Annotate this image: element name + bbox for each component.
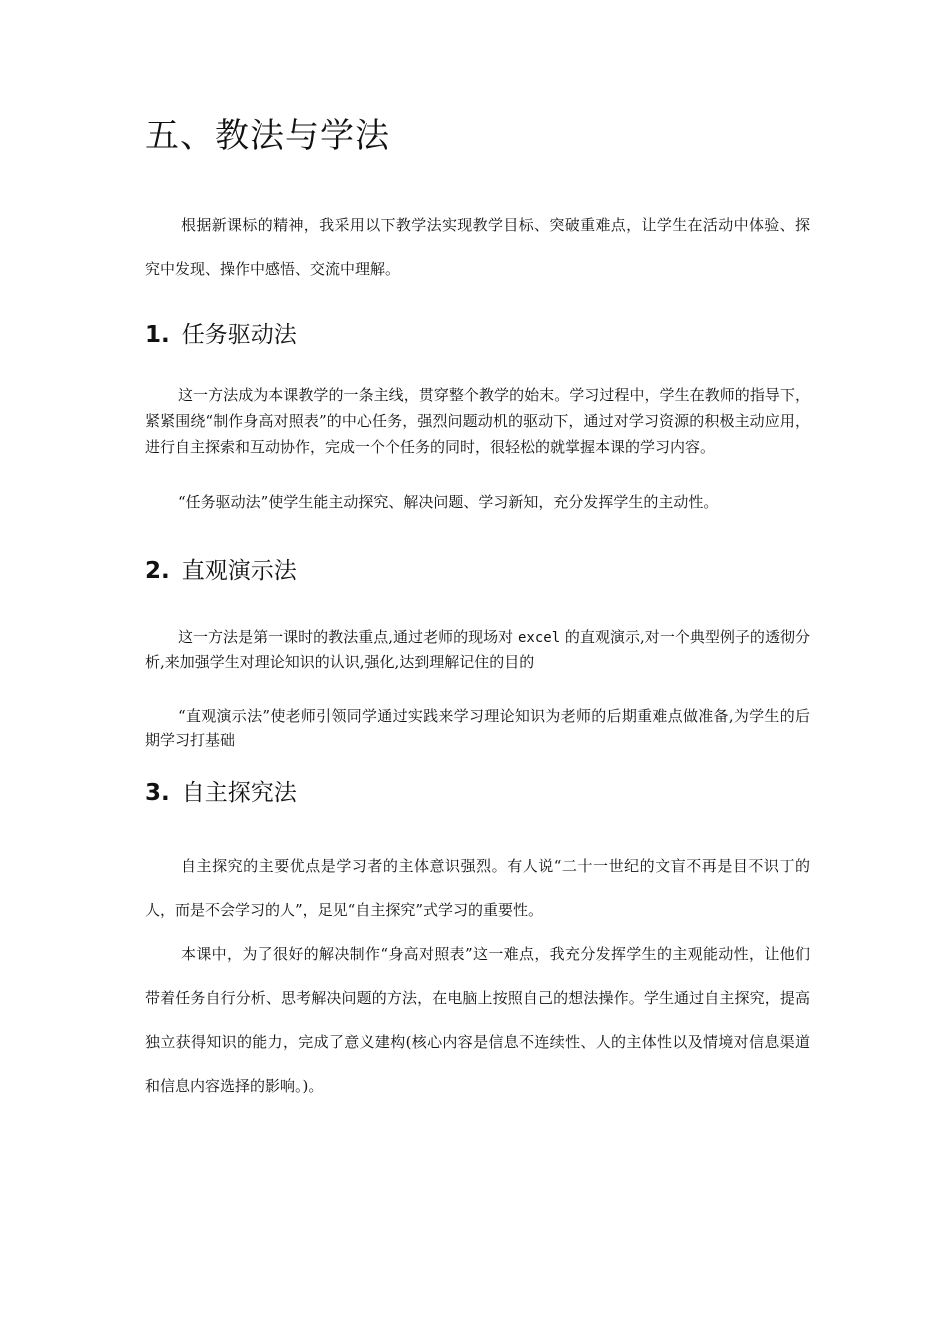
excel-code-term: excel <box>517 630 561 646</box>
section-2-paragraph-2: “直观演示法”使老师引领同学通过实践来学习理论知识为老师的后期重难点做准备,为学生的后期学习打基础 <box>145 707 810 749</box>
section-title-3: 自主探究法 <box>181 780 297 806</box>
section-heading-1 <box>145 316 297 349</box>
section-number-1: 1. <box>145 322 170 348</box>
section-title-2: 直观演示法 <box>181 558 297 584</box>
section-2-paragraph-1-text-b: 的直观演示,对一个典型例子的透彻分析,来加强学生对理论知识的认识,强化,达到理解记住的目的 <box>145 628 810 671</box>
section-2-paragraph-1 <box>145 625 810 674</box>
section-2-paragraph-1-text-a: 这一方法是第一课时的教法重点,通过老师的现场对 <box>178 628 518 646</box>
section-number-3: 3. <box>145 780 170 806</box>
page-title: 五、教法与学法 <box>145 116 390 156</box>
section-3-paragraph-1: 自主探究的主要优点是学习者的主体意识强烈。有人说“二十一世纪的文盲不再是目不识丁的人，而是不会学习的人”，足见“自主探究”式学习的重要性。 <box>145 857 810 919</box>
section-1-paragraph-2: “任务驱动法”使学生能主动探究、解决问题、学习新知，充分发挥学生的主动性。 <box>178 493 719 511</box>
section-heading-3 <box>145 774 297 807</box>
section-title-1: 任务驱动法 <box>181 322 297 348</box>
section-number-2: 2. <box>145 558 170 584</box>
section-heading-2 <box>145 552 297 585</box>
section-3-paragraph-2: 本课中，为了很好的解决制作“身高对照表”这一难点，我充分发挥学生的主观能动性，让他们带着任务自行分析、思考解决问题的方法，在电脑上按照自己的想法操作。学生通过自主探究，提高独立获得知识的能力，完成了意义建构(核心内容是信息不连续性、人的主体性以及情境对信息渠道和信息内容选择的影响。)。 <box>145 945 810 1095</box>
section-1-paragraph-1: 这一方法成为本课教学的一条主线，贯穿整个教学的始末。学习过程中，学生在教师的指导下，紧紧围绕“制作身高对照表”的中心任务，强烈问题动机的驱动下，通过对学习资源的积极主动应用，进行自主探索和互动协作，完成一个个任务的同时，很轻松的就掌握本课的学习内容。 <box>145 386 810 456</box>
intro-paragraph: 根据新课标的精神，我采用以下教学法实现教学目标、突破重难点，让学生在活动中体验、探究中发现、操作中感悟、交流中理解。 <box>145 216 810 278</box>
